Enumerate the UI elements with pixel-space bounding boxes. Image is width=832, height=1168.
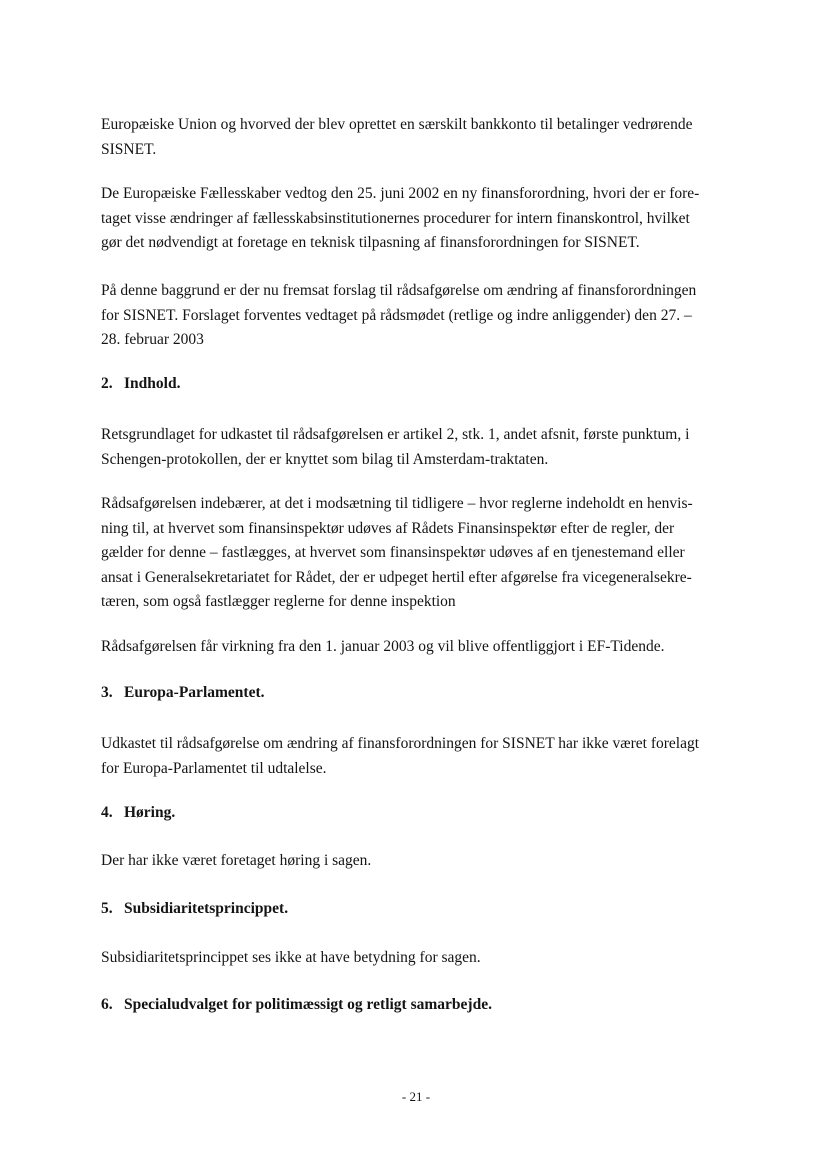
text-line: tæren, som også fastlægger reglerne for denne inspektion	[101, 593, 456, 610]
paragraph-effective-date	[101, 635, 751, 660]
text-line: taget visse ændringer af fællesskabsinstitutionernes procedurer for intern finanskontrol, hvilket	[101, 209, 690, 227]
section-heading-europa-parlamentet	[101, 683, 751, 703]
paragraph-bank-account	[101, 113, 751, 162]
text-line: gælder for denne – fastlægges, at hvervet som finansinspektør udøves af en tjenestemand eller	[101, 544, 685, 561]
text-line: Rådsafgørelsen får virkning fra den 1. januar 2003 og vil blive offentliggjort i EF-Tidende.	[101, 638, 665, 655]
text-line: SISNET.	[101, 140, 157, 158]
paragraph-proposal	[101, 279, 751, 353]
section-number: 5.	[101, 900, 113, 917]
section-number: 6.	[101, 996, 113, 1013]
section-heading-specialudvalget	[101, 995, 751, 1015]
text-line: På denne baggrund er der nu fremsat forslag til rådsafgørelse om ændring af finansforordningen	[101, 282, 697, 299]
page-number: - 21 -	[401, 1089, 431, 1104]
section-heading-horing	[101, 803, 751, 823]
text-line: De Europæiske Fællesskaber vedtog den 25. juni 2002 en ny finansforordning, hvori der er fore-	[101, 185, 700, 202]
text-line: 28. februar 2003	[101, 331, 204, 348]
section-number: 4.	[101, 804, 113, 821]
paragraph-legal-basis	[101, 423, 751, 472]
text-line: Rådsafgørelsen indebærer, at det i modsætning til tidligere – hvor reglerne indeholdt en henvis-	[101, 495, 693, 512]
section-title: Europa-Parlamentet.	[124, 684, 265, 701]
text-line: for SISNET. Forslaget forventes vedtaget på rådsmødet (retlige og indre anliggender) den 27. –	[101, 306, 692, 324]
paragraph-decision-content	[101, 492, 751, 615]
text-line: Subsidiaritetsprincippet ses ikke at have betydning for sagen.	[101, 949, 481, 966]
text-line: ansat i Generalsekretariatet for Rådet, der er udpeget hertil efter afgørelse fra vicegeneralsekre-	[101, 568, 692, 586]
text-line: gør det nødvendigt at foretage en teknisk tilpasning af finansforordningen for SISNET.	[101, 234, 640, 251]
text-line: ning til, at hvervet som finansinspektør udøves af Rådets Finansinspektør efter de regler, der	[101, 519, 675, 537]
text-line: Der har ikke været foretaget høring i sagen.	[101, 852, 372, 869]
section-title: Høring.	[124, 804, 176, 821]
paragraph-hearing	[101, 849, 751, 874]
text-line: Schengen-protokollen, der er knyttet som bilag til Amsterdam-traktaten.	[101, 450, 549, 468]
section-title: Specialudvalget for politimæssigt og retligt samarbejde.	[124, 996, 492, 1013]
text-line: Udkastet til rådsafgørelse om ændring af finansforordningen for SISNET har ikke været forelagt	[101, 735, 700, 752]
section-heading-indhold	[101, 374, 751, 394]
section-title: Subsidiaritetsprincippet.	[124, 900, 289, 917]
text-line: for Europa-Parlamentet til udtalelse.	[101, 759, 327, 777]
paragraph-parliament	[101, 732, 751, 781]
section-number: 2.	[101, 375, 113, 392]
paragraph-financial-regulation	[101, 182, 751, 256]
section-heading-subsidiaritet	[101, 899, 751, 919]
paragraph-subsidiarity	[101, 946, 751, 971]
text-line: Retsgrundlaget for udkastet til rådsafgørelsen er artikel 2, stk. 1, andet afsnit, første punktum, i	[101, 426, 690, 443]
text-line: Europæiske Union og hvorved der blev oprettet en særskilt bankkonto til betalinger vedrørende	[101, 116, 693, 133]
section-title: Indhold.	[124, 375, 181, 392]
section-number: 3.	[101, 684, 113, 701]
